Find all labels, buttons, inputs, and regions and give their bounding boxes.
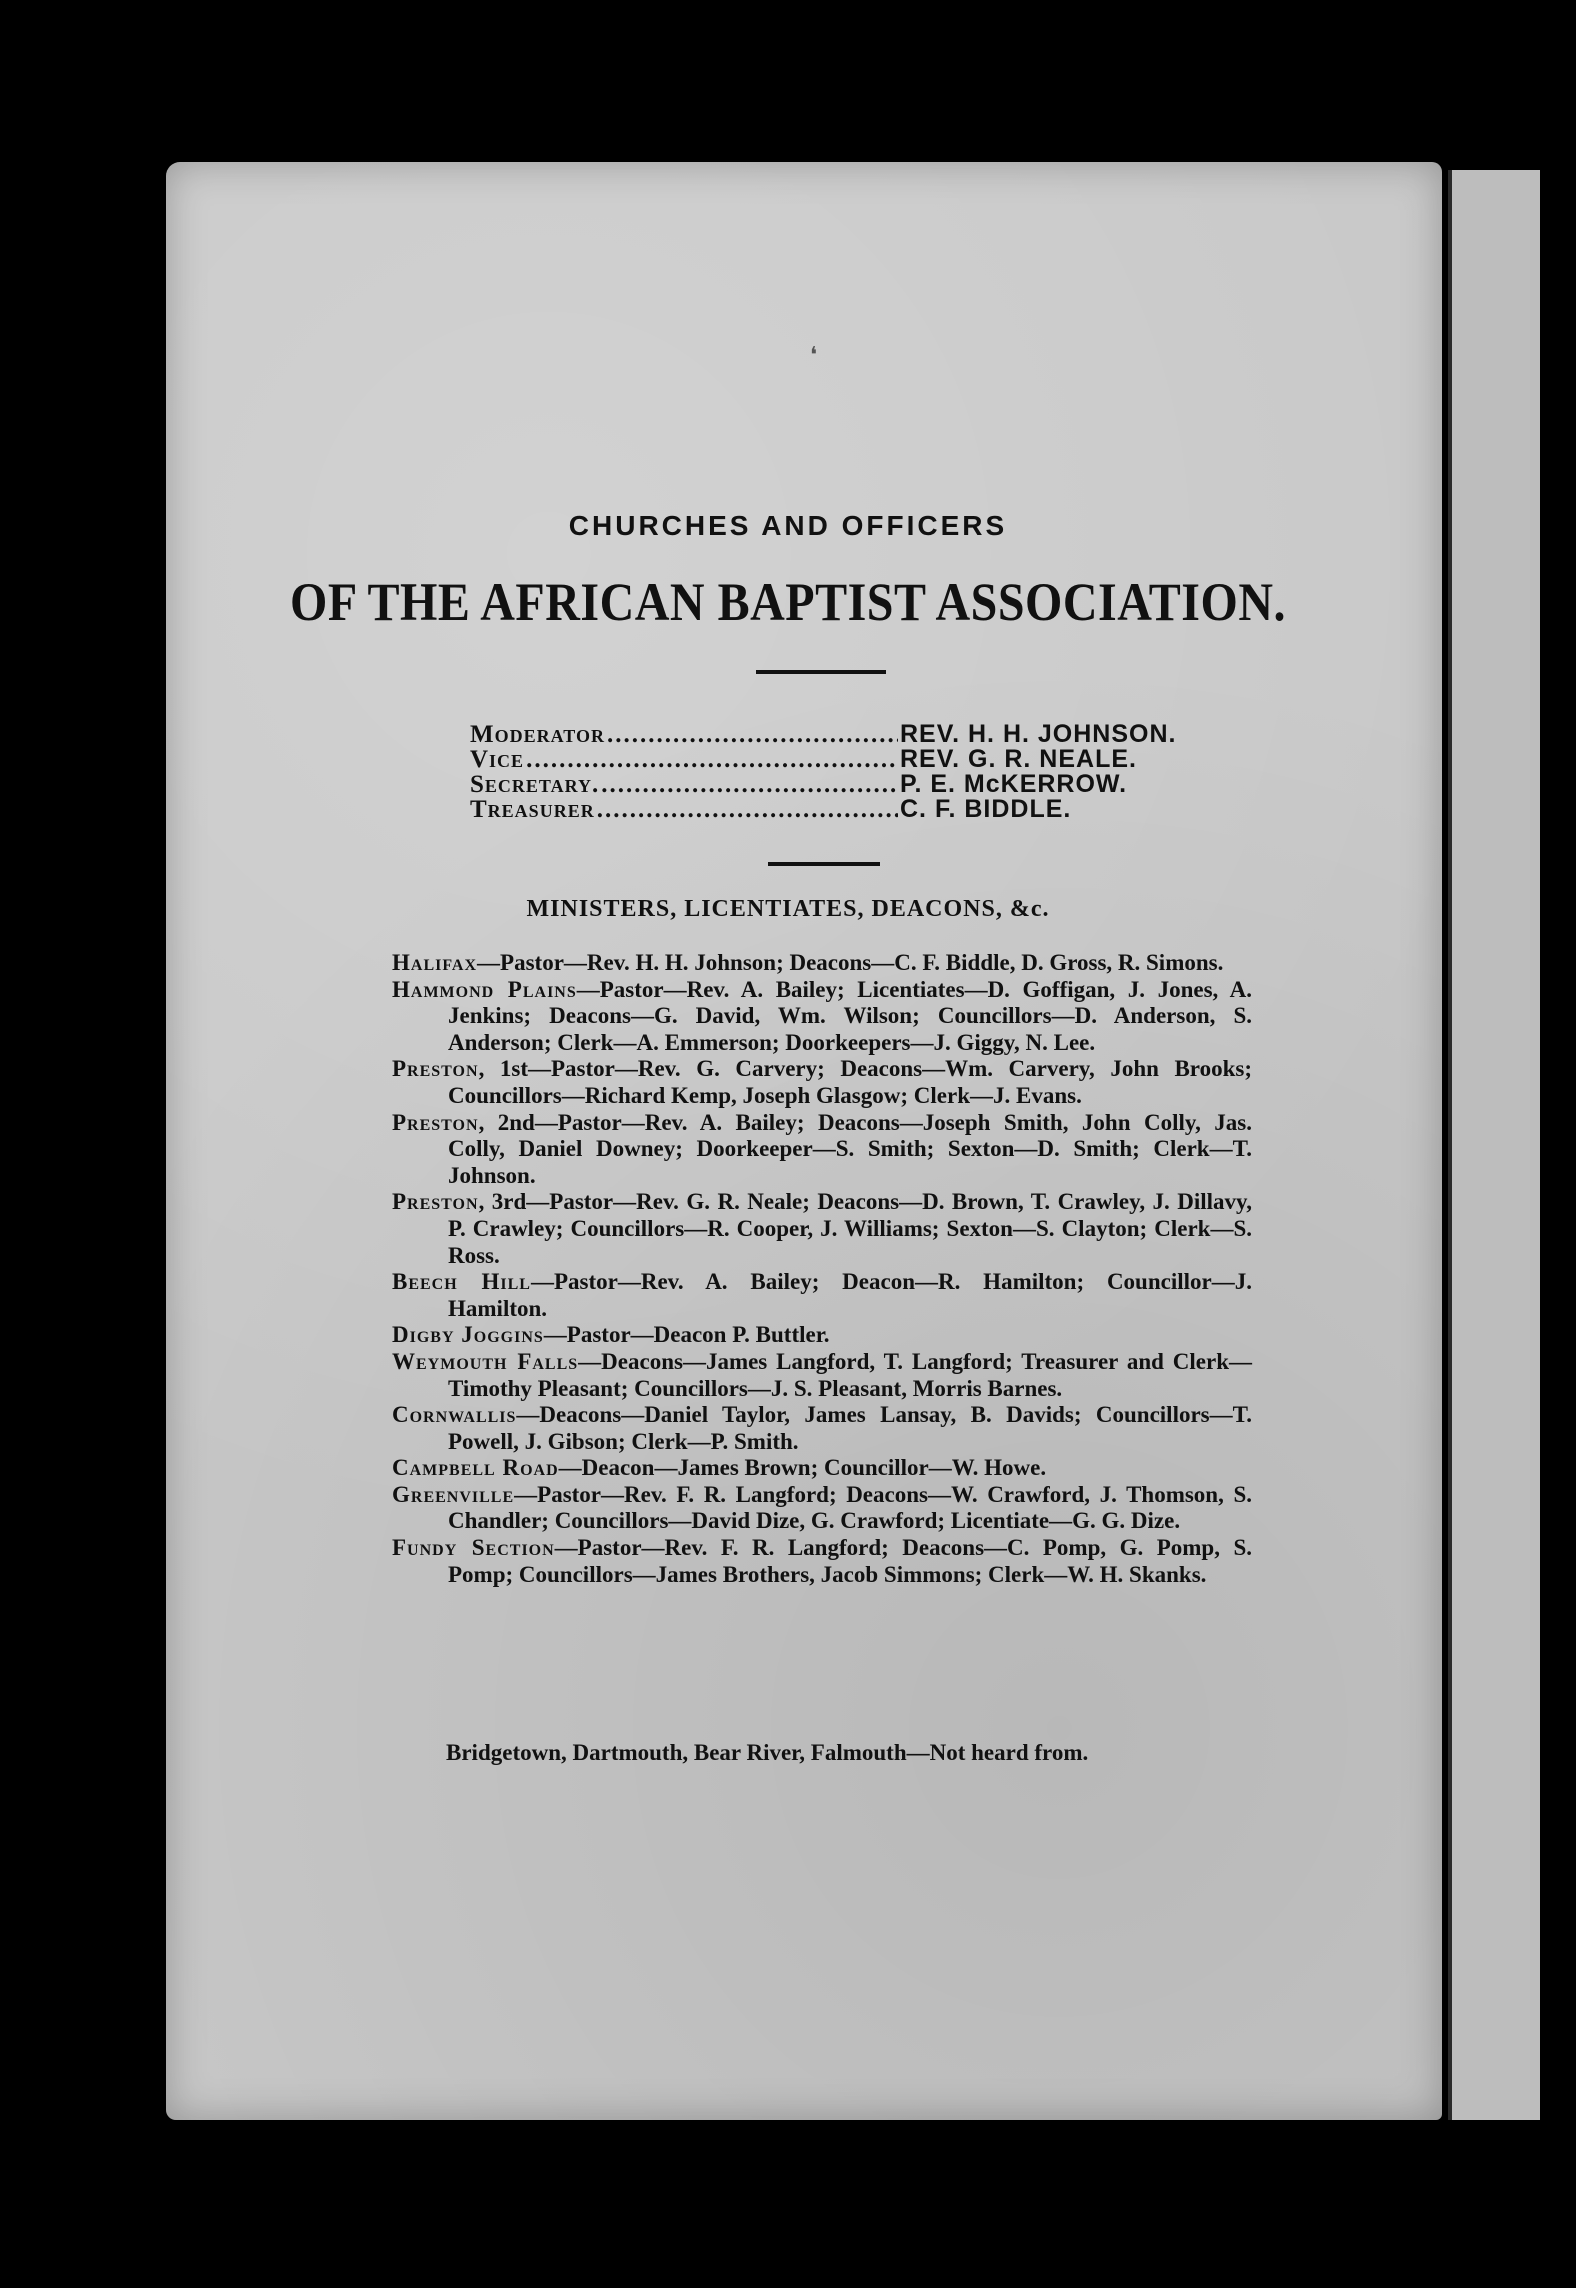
divider-rule (768, 862, 880, 866)
church-officers: —Deacons—James Langford, T. Langford; Treasurer and Clerk—Timothy Pleasant; Councillors—J. S. Pleasant, Morris Barnes. (448, 1348, 1252, 1401)
page-heading-top: CHURCHES AND OFFICERS (568, 510, 1008, 541)
church-officers: —Deacons—Daniel Taylor, James Lansay, B. Davids; Councillors—T. Powell, J. Gibson; Clerk—P. Smith. (448, 1402, 1252, 1454)
church-entry (392, 977, 1252, 1057)
officer-name: C. F. BIDDLE. (900, 795, 1072, 823)
church-name: Preston (392, 1109, 479, 1135)
officer-title: Vice (470, 746, 525, 773)
church-name: Beech Hill (392, 1269, 531, 1295)
leader-dots (601, 772, 898, 797)
church-officers: , 2nd—Pastor—Rev. A. Bailey; Deacons—Joseph Smith, John Colly, Jas. Colly, Daniel Downey; Doorkeeper—S. Smith; Sexton—D. Smith; Clerk—T. Johnson. (448, 1109, 1252, 1188)
adjacent-page-edge (1448, 170, 1540, 2120)
officer-row-vice (470, 747, 1210, 772)
not-heard-from-note: Bridgetown, Dartmouth, Bear River, Falmouth—Not heard from. (446, 1740, 1089, 1765)
church-officers: , 1st—Pastor—Rev. G. Carvery; Deacons—Wm. Carvery, John Brooks; Councillors—Richard Kemp, Joseph Glasgow; Clerk—J. Evans. (448, 1056, 1252, 1108)
officer-title: Treasurer (470, 796, 595, 823)
officer-name: P. E. McKERROW. (900, 770, 1128, 798)
church-officers: , 3rd—Pastor—Rev. G. R. Neale; Deacons—D. Brown, T. Crawley, J. Dillavy, P. Crawley; Councillors—R. Cooper, J. Williams; Sexton—S. Clayton; Clerk—S. Ross. (448, 1189, 1252, 1268)
church-entry (392, 1535, 1252, 1588)
church-entry (392, 1269, 1252, 1322)
church-officers: —Pastor—Rev. F. R. Langford; Deacons—W. Crawford, J. Thomson, S. Chandler; Councillors—David Dize, G. Crawford; Licentiate—G. G. Dize. (448, 1481, 1252, 1534)
church-name: Preston (392, 1189, 479, 1215)
leader-dots (526, 747, 898, 772)
ink-mark-icon: ❛ (810, 342, 818, 367)
page-heading-main: OF THE AFRICAN BAPTIST ASSOCIATION. (290, 573, 1286, 633)
church-entry (392, 1455, 1252, 1482)
church-entry (392, 1402, 1252, 1455)
leader-dots (597, 797, 898, 822)
church-entry (392, 1482, 1252, 1535)
officer-name: REV. H. H. JOHNSON. (900, 720, 1177, 748)
church-name: Preston (392, 1056, 479, 1082)
church-name: Digby Joggins (392, 1322, 544, 1348)
divider-rule (756, 670, 886, 674)
officer-row-secretary (470, 772, 1210, 797)
section-title: MINISTERS, LICENTIATES, DEACONS, &c. (526, 896, 1050, 922)
officer-name: REV. G. R. NEALE. (900, 745, 1137, 773)
church-officers: —Deacon—James Brown; Councillor—W. Howe. (558, 1455, 1047, 1481)
church-name: Halifax (392, 950, 478, 975)
church-name: Greenville (392, 1481, 515, 1507)
church-name: Weymouth Falls (392, 1348, 579, 1374)
church-entry (392, 1322, 1252, 1349)
officer-row-moderator (470, 722, 1210, 747)
church-name: Cornwallis (392, 1402, 517, 1428)
church-officers: —Pastor—Rev. A. Bailey; Deacon—R. Hamilton; Councillor—J. Hamilton. (448, 1269, 1252, 1321)
church-officers: —Pastor—Rev. H. H. Johnson; Deacons—C. F. Biddle, D. Gross, R. Simons. (477, 950, 1224, 975)
officer-title: Secretary. (470, 771, 600, 798)
church-officers: —Pastor—Deacon P. Buttler. (543, 1322, 830, 1348)
church-entry (392, 1110, 1252, 1190)
officer-title: Moderator (470, 721, 605, 748)
leader-dots (607, 722, 898, 747)
church-name: Campbell Road (392, 1455, 559, 1481)
officer-row-treasurer (470, 797, 1210, 822)
church-entry (392, 1349, 1252, 1402)
church-entries-list (392, 950, 1252, 1588)
officers-list (470, 722, 1210, 822)
church-officers: —Pastor—Rev. A. Bailey; Licentiates—D. Goffigan, J. Jones, A. Jenkins; Deacons—G. David, Wm. Wilson; Councillors—D. Anderson, S. Anderson; Clerk—A. Emmerson; Doorkeepers—J. Giggy, N. Lee. (448, 976, 1252, 1055)
church-entry (392, 1189, 1252, 1269)
church-officers: —Pastor—Rev. F. R. Langford; Deacons—C. Pomp, G. Pomp, S. Pomp; Councillors—James Brothers, Jacob Simmons; Clerk—W. H. Skanks. (448, 1535, 1252, 1587)
church-name: Hammond Plains (392, 976, 577, 1002)
church-entry (392, 1056, 1252, 1109)
church-name: Fundy Section (392, 1535, 555, 1561)
church-entry (392, 950, 1252, 977)
